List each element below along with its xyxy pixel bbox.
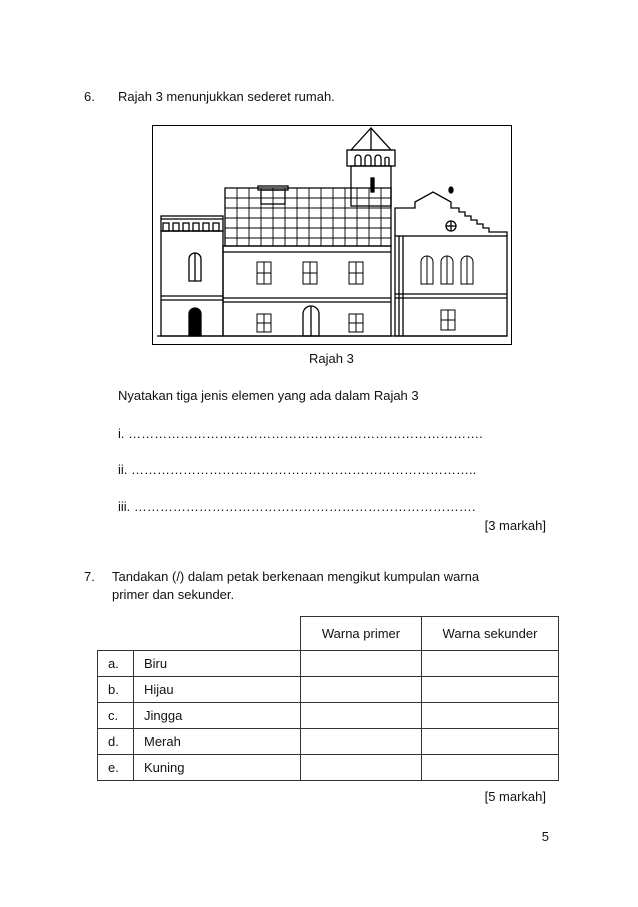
table-row	[98, 729, 559, 755]
row-letter: b.	[98, 677, 134, 703]
checkbox-primer-merah[interactable]	[301, 729, 422, 755]
checkbox-sekunder-biru[interactable]	[422, 651, 559, 677]
table-row	[98, 677, 559, 703]
table-row	[98, 755, 559, 781]
question-7-number: 7.	[84, 569, 95, 584]
table-row	[98, 651, 559, 677]
row-letter: c.	[98, 703, 134, 729]
answer-line-ii[interactable]: ii. ……………………………………………………………………..	[118, 462, 477, 477]
row-colour: Biru	[134, 651, 301, 677]
answer-line-i[interactable]: i. ……………………………………………………………………….	[118, 426, 483, 441]
checkbox-primer-jingga[interactable]	[301, 703, 422, 729]
question-7-marks: [5 markah]	[484, 789, 546, 804]
table-header-row	[98, 617, 559, 651]
checkbox-sekunder-hijau[interactable]	[422, 677, 559, 703]
checkbox-sekunder-merah[interactable]	[422, 729, 559, 755]
page-number: 5	[541, 829, 549, 844]
row-colour: Hijau	[134, 677, 301, 703]
table-row	[98, 703, 559, 729]
checkbox-sekunder-jingga[interactable]	[422, 703, 559, 729]
row-letter: e.	[98, 755, 134, 781]
checkbox-primer-biru[interactable]	[301, 651, 422, 677]
question-6-instruction: Nyatakan tiga jenis elemen yang ada dalam Rajah 3	[118, 388, 419, 403]
question-6-number: 6.	[84, 89, 95, 104]
header-warna-sekunder: Warna sekunder	[422, 617, 559, 651]
checkbox-primer-kuning[interactable]	[301, 755, 422, 781]
checkbox-primer-hijau[interactable]	[301, 677, 422, 703]
checkbox-sekunder-kuning[interactable]	[422, 755, 559, 781]
question-6-marks: [3 markah]	[484, 518, 546, 533]
header-warna-primer: Warna primer	[301, 617, 422, 651]
question-7-text-line1: Tandakan (/) dalam petak berkenaan mengikut kumpulan warna	[112, 569, 480, 584]
row-colour: Kuning	[134, 755, 301, 781]
building-figure	[152, 125, 512, 345]
colour-table	[97, 616, 559, 781]
answer-line-iii[interactable]: iii. …………………………………………………………………….	[118, 499, 476, 514]
row-colour: Merah	[134, 729, 301, 755]
row-letter: a.	[98, 651, 134, 677]
question-7-text-line2: primer dan sekunder.	[112, 587, 235, 602]
question-6-text: Rajah 3 menunjukkan sederet rumah.	[118, 89, 335, 104]
row-colour: Jingga	[134, 703, 301, 729]
building-illustration	[153, 126, 511, 344]
figure-caption: Rajah 3	[309, 351, 354, 366]
row-letter: d.	[98, 729, 134, 755]
